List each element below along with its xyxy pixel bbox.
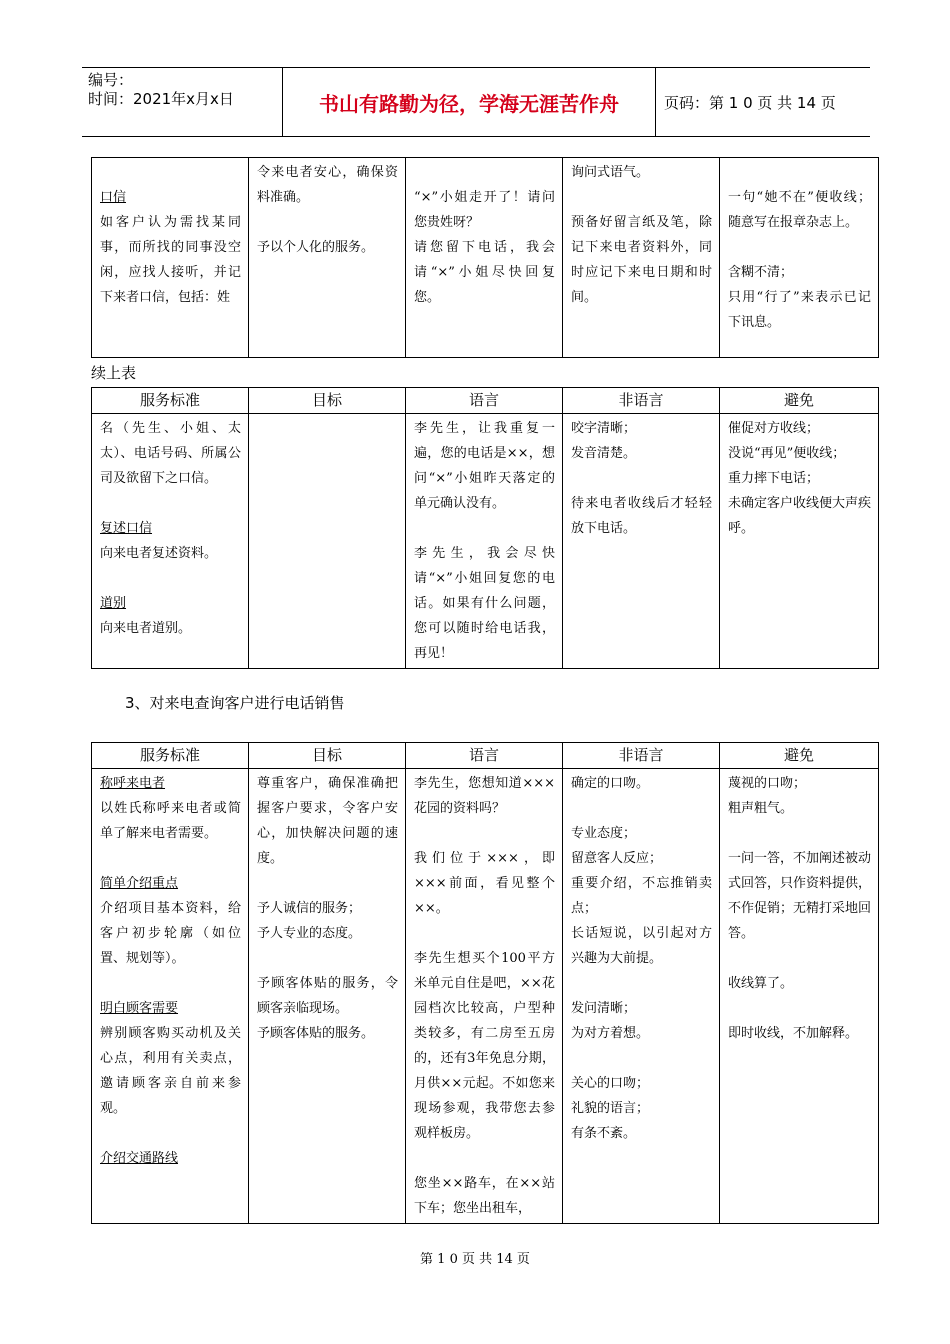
t3-heading-intro: 简单介绍重点	[100, 876, 179, 891]
header-motto: 书山有路勤为径，学海无涯苦作舟	[319, 91, 619, 116]
table-message-continued	[91, 157, 879, 358]
t3-heading-address: 称呼来电者	[100, 776, 166, 791]
t3-col-avoid: 蔑视的口吻； 粗声粗气。 一问一答，不加阐述被动式回答，只作资料提供，不作促销；无精打采地回答。 收线算了。 即时收线，不加解释。	[720, 769, 879, 1224]
header-standard: 服务标准	[92, 388, 249, 414]
header-nonverbal: 非语言	[563, 388, 720, 414]
header-standard: 服务标准	[92, 743, 249, 769]
table-message-2	[91, 387, 879, 669]
section-title: 3、对来电查询客户进行电话销售	[125, 694, 345, 712]
table-phone-sales	[91, 742, 879, 1224]
continued-label: 续上表	[91, 364, 137, 382]
t3-col-nonverbal: 确定的口吻。 专业态度； 留意客人反应； 重要介绍，不忘推销卖点； 长话短说，以引起对方兴趣为大前提。 发问清晰； 为对方着想。 关心的口吻； 礼貌的语言； 有条不紊。	[563, 769, 720, 1224]
header-language: 语言	[406, 388, 563, 414]
t1-col-goal: 令来电者安心，确保资料准确。 予以个人化的服务。	[249, 158, 406, 358]
t3-heading-needs: 明白顾客需要	[100, 1001, 179, 1016]
t2-heading-farewell: 道别	[100, 596, 127, 611]
t2-col-avoid: 催促对方收线； 没说“再见”便收线； 重力摔下电话； 未确定客户收线便大声疾呼。	[720, 414, 879, 669]
t3-col-goal: 尊重客户，确保准确把握客户要求，令客户安心，加快解决问题的速度。 予人诚信的服务； 予人专业的态度。 予顾客体贴的服务，令顾客亲临现场。 予顾客体贴的服务。	[249, 769, 406, 1224]
t1-col-nonverbal: 询问式语气。 预备好留言纸及笔，除记下来电者资料外，同时应记下来电日期和时间。	[563, 158, 720, 358]
t2-col-standard: 名（先生、小姐、太太）、电话号码、所属公司及欲留下之口信。 复述口信 向来电者复述资料。 道别 向来电者道别。	[92, 414, 249, 669]
header-goal: 目标	[249, 388, 406, 414]
t1-col-language: “×”小姐走开了！请问您贵姓呀？ 请您留下电话，我会请“×”小姐尽快回复您。	[406, 158, 563, 358]
header-avoid: 避免	[720, 743, 879, 769]
t2-heading-repeat: 复述口信	[100, 521, 153, 536]
date-label: 时间：2021年x月x日	[88, 90, 234, 108]
t3-col-standard: 称呼来电者 以姓氏称呼来电者或简单了解来电者需要。 简单介绍重点 介绍项目基本资料，给客户初步轮廓（如位置、规划等）。 明白顾客需要 辨别顾客购买动机及关心点，利用有关卖点，邀请顾客亲自前来参观。 介绍交通路线	[92, 769, 249, 1224]
header-goal: 目标	[249, 743, 406, 769]
t1-heading: 口信	[100, 190, 127, 205]
t2-col-nonverbal: 咬字清晰； 发音清楚。 待来电者收线后才轻轻放下电话。	[563, 414, 720, 669]
header-nonverbal: 非语言	[563, 743, 720, 769]
header-language: 语言	[406, 743, 563, 769]
page-footer: 第 1 0 页 共 14 页	[420, 1252, 530, 1267]
t2-col-goal	[249, 414, 406, 669]
header-meta	[88, 71, 284, 109]
t2-col-language: 李先生，让我重复一遍，您的电话是××，想问“×”小姐昨天落定的单元确认没有。 李先生，我会尽快请“×”小姐回复您的电话。如果有什么问题，您可以随时给电话我，再见！	[406, 414, 563, 669]
page-header	[82, 67, 870, 137]
t3-heading-transport: 介绍交通路线	[100, 1151, 179, 1166]
t1-col-avoid: 一句“她不在”便收线；随意写在报章杂志上。 含糊不清； 只用“行了”来表示已记下讯息。	[720, 158, 879, 358]
number-label: 编号：	[88, 71, 134, 89]
header-page: 页码：第 1 0 页 共 14 页	[664, 93, 836, 112]
t1-col-standard: 口信 如客户认为需找某同事，而所找的同事没空闲，应找人接听，并记下来者口信，包括：姓	[92, 158, 249, 358]
header-avoid: 避免	[720, 388, 879, 414]
t3-col-language: 李先生，您想知道×××花园的资料吗？ 我们位于×××，即×××前面，看见整个××。 李先生想买个100平方米单元自住是吧，××花园档次比较高，户型种类较多，有二房至五房的，还有3年免息分期，月供××元起。不如您来现场参观，我带您去参观样板房。 您坐××路车，在××站下车；您坐出租车，	[406, 769, 563, 1224]
